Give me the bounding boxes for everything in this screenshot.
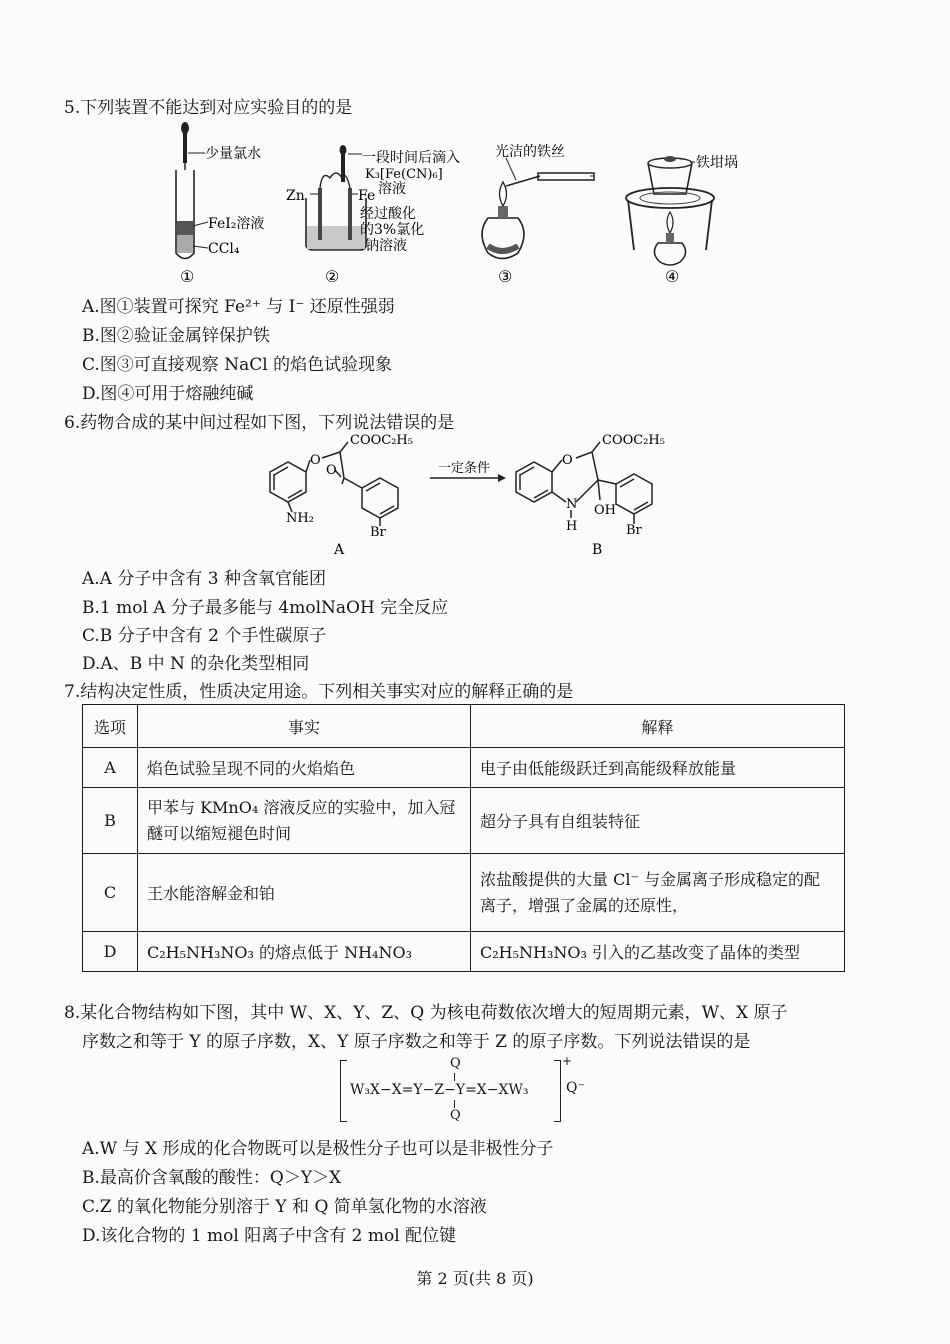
formula-anion: Q⁻ <box>566 1080 585 1096</box>
label-ester-a: COOC₂H₅ <box>350 433 413 448</box>
row-reason: C₂H₅NH₃NO₃ 引入的乙基改变了晶体的类型 <box>471 932 845 972</box>
label-acidified-3: 钠溶液 <box>365 238 407 254</box>
q8-structure-formula <box>340 1056 600 1126</box>
label-nh2: NH₂ <box>286 511 314 526</box>
table-row <box>83 788 845 854</box>
label-molecule-b: B <box>592 542 603 558</box>
q6-option-a: A.A 分子中含有 3 种含氧官能团 <box>82 569 326 589</box>
row-key: D <box>83 932 138 972</box>
q8-option-a: A.W 与 X 形成的化合物既可以是极性分子也可以是非极性分子 <box>82 1139 554 1159</box>
figure-number-1: ① <box>180 267 195 286</box>
label-hydrogen-b: H <box>566 519 578 534</box>
row-fact: 王水能溶解金和铂 <box>138 854 471 932</box>
label-br-b: Br <box>626 523 642 538</box>
reaction-arrowhead <box>498 474 506 482</box>
row-fact: 焰色试验呈现不同的火焰焰色 <box>138 748 471 788</box>
q5-option-a: A.图①装置可探究 Fe²⁺ 与 I⁻ 还原性强弱 <box>82 297 395 317</box>
q5-apparatus-figure <box>150 118 770 290</box>
left-bracket <box>340 1060 347 1122</box>
q8-stem-line2: 序数之和等于 Y 的原子序数，X、Y 原子序数之和等于 Z 的原子序数。下列说法错误的是 <box>82 1032 751 1052</box>
header-reason: 解释 <box>471 705 845 748</box>
row-reason: 浓盐酸提供的大量 Cl⁻ 与金属离子形成稳定的配离子，增强了金属的还原性， <box>471 854 845 932</box>
table-header-row <box>83 705 845 748</box>
table-row <box>83 854 845 932</box>
q8-option-d: D.该化合物的 1 mol 阳离子中含有 2 mol 配位键 <box>82 1226 457 1246</box>
molecule-b-structure <box>516 442 652 524</box>
q8-option-c: C.Z 的氧化物能分别溶于 Y 和 Q 简单氢化物的水溶液 <box>82 1197 487 1217</box>
q7-facts-table <box>82 704 845 972</box>
label-zn: Zn <box>286 188 305 204</box>
table-row <box>83 932 845 972</box>
table-row <box>83 748 845 788</box>
page-footer: 第 2 页(共 8 页) <box>416 1269 534 1288</box>
q6-option-c: C.B 分子中含有 2 个手性碳原子 <box>82 626 327 646</box>
q5-stem: 5.下列装置不能达到对应实验目的的是 <box>64 98 353 118</box>
label-ester-b: COOC₂H₅ <box>602 433 665 448</box>
formula-bond-bottom <box>454 1100 455 1108</box>
q5-option-d: D.图④可用于熔融纯碱 <box>82 384 254 404</box>
label-ferricyanide: K₃[Fe(CN)₆] <box>365 167 443 182</box>
label-condition: 一定条件 <box>438 461 491 476</box>
label-after-time: 一段时间后滴入 <box>362 150 460 166</box>
row-fact: 甲苯与 KMnO₄ 溶液反应的实验中，加入冠醚可以缩短褪色时间 <box>138 788 471 854</box>
label-oxygen-b: O <box>562 453 573 468</box>
label-crucible: 铁坩埚 <box>696 155 738 171</box>
formula-q-top: Q <box>450 1056 461 1071</box>
label-fe: Fe <box>358 188 376 204</box>
row-reason: 电子由低能级跃迁到高能级释放能量 <box>471 748 845 788</box>
figure-number-2: ② <box>325 267 340 286</box>
q6-reaction-scheme <box>240 430 700 560</box>
label-oh-b: OH <box>594 503 616 518</box>
q6-option-b: B.1 mol A 分子最多能与 4molNaOH 完全反应 <box>82 598 449 618</box>
label-br-a: Br <box>370 525 386 540</box>
row-fact: C₂H₅NH₃NO₃ 的熔点低于 NH₄NO₃ <box>138 932 471 972</box>
label-acidified-1: 经过酸化 <box>360 206 416 222</box>
label-iron-wire: 光洁的铁丝 <box>495 144 565 160</box>
label-ccl4: CCl₄ <box>208 241 240 257</box>
row-key: B <box>83 788 138 854</box>
formula-charge: + <box>562 1054 573 1068</box>
test-tube-apparatus <box>176 122 208 259</box>
figure-number-4: ④ <box>665 267 680 286</box>
header-fact: 事实 <box>138 705 471 748</box>
crucible-tripod-apparatus <box>626 156 714 265</box>
label-acidified-2: 的3%氯化 <box>360 222 425 238</box>
row-key: A <box>83 748 138 788</box>
q8-option-b: B.最高价含氧酸的酸性：Q＞Y＞X <box>82 1168 342 1188</box>
q6-option-d: D.A、B 中 N 的杂化类型相同 <box>82 654 310 674</box>
formula-bond-top <box>454 1073 455 1081</box>
label-oxygen-ketone-a: O <box>326 463 337 478</box>
figure-number-3: ③ <box>498 267 513 286</box>
q6-stem: 6.药物合成的某中间过程如下图，下列说法错误的是 <box>64 413 455 433</box>
alcohol-lamp-wire-apparatus <box>482 158 594 259</box>
q8-stem-line1: 8.某化合物结构如下图，其中 W、X、Y、Z、Q 为核电荷数依次增大的短周期元素，W、X 原子 <box>64 1003 788 1023</box>
row-reason: 超分子具有自组装特征 <box>471 788 845 854</box>
formula-main: W₃X−X=Y−Z−Y=X−XW₃ <box>350 1082 529 1098</box>
row-key: C <box>83 854 138 932</box>
label-oxygen-ether-a: O <box>310 453 321 468</box>
q5-option-b: B.图②验证金属锌保护铁 <box>82 326 270 346</box>
label-nitrogen-b: N <box>566 497 578 512</box>
beaker-electrode-apparatus <box>306 145 366 250</box>
label-chlorine-water: 少量氯水 <box>205 146 261 162</box>
header-option: 选项 <box>83 705 138 748</box>
formula-q-bottom: Q <box>450 1108 461 1123</box>
label-molecule-a: A <box>334 542 345 558</box>
q5-option-c: C.图③可直接观察 NaCl 的焰色试验现象 <box>82 355 393 375</box>
label-solution: 溶液 <box>378 181 406 197</box>
right-bracket <box>554 1060 561 1122</box>
q7-stem: 7.结构决定性质，性质决定用途。下列相关事实对应的解释正确的是 <box>64 682 574 702</box>
label-fei2: FeI₂溶液 <box>208 216 265 232</box>
